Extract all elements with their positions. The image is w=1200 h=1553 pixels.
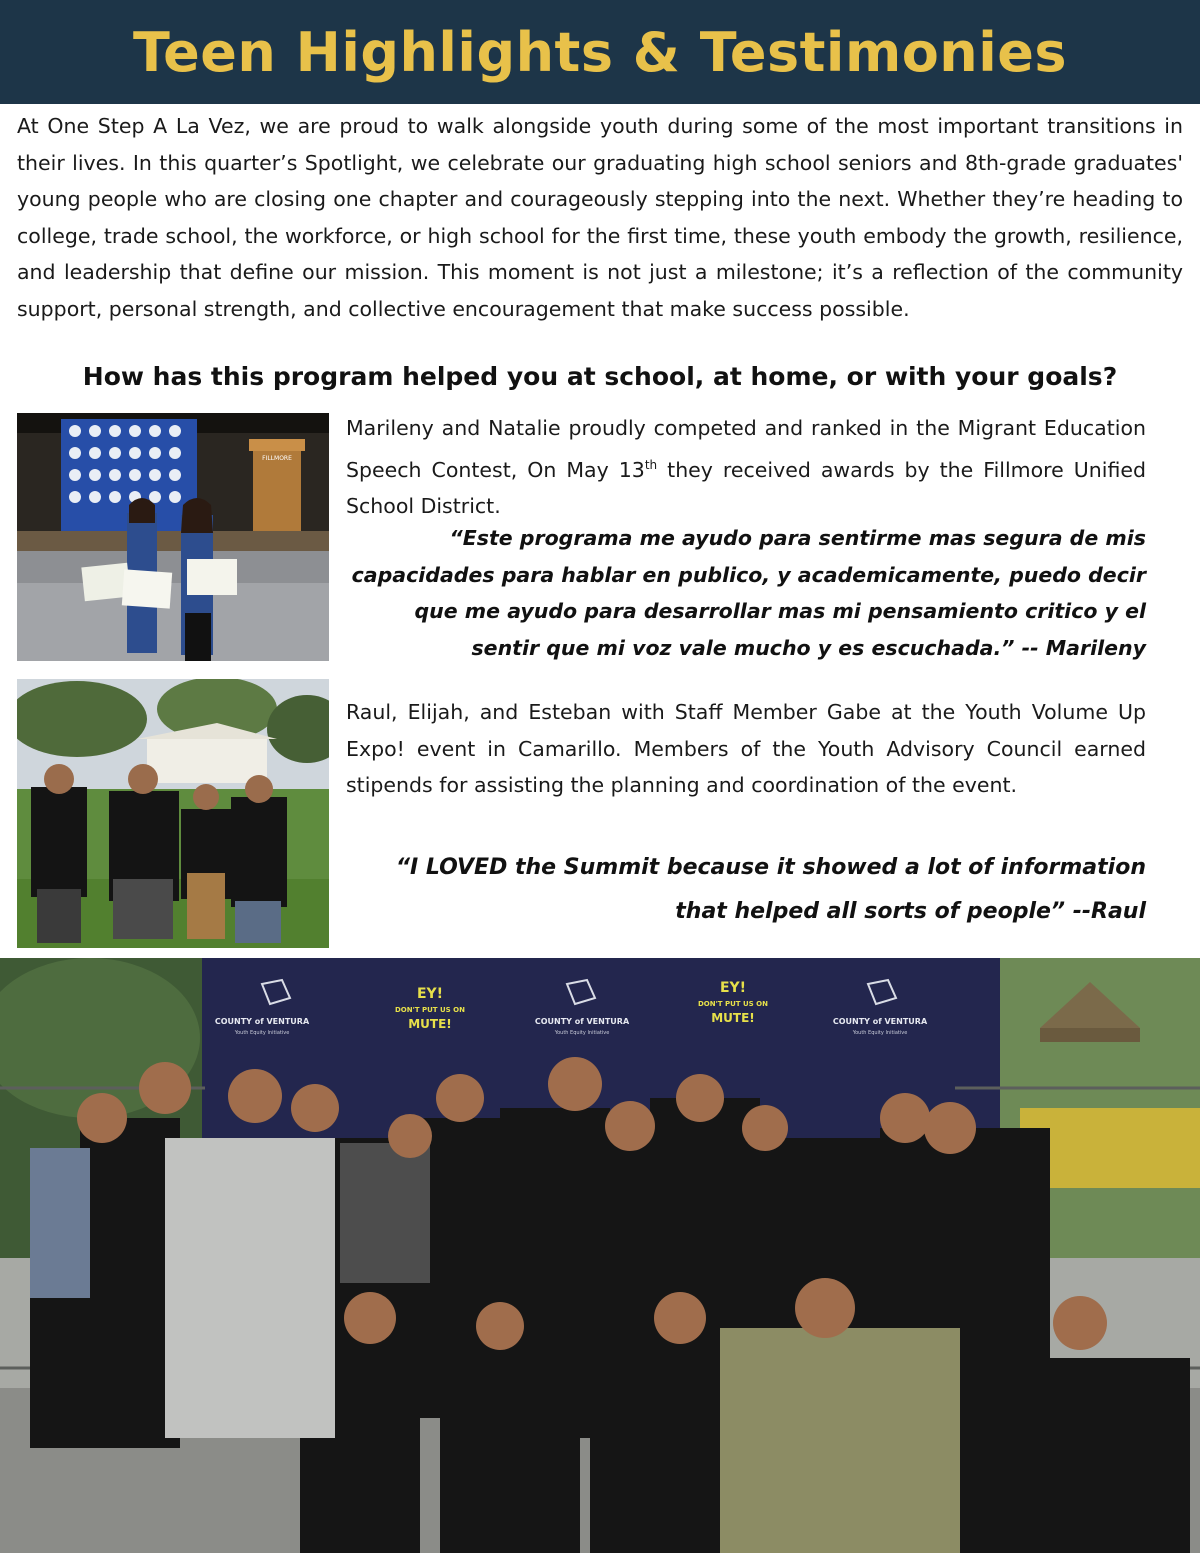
slogan-2-top: EY! bbox=[719, 980, 747, 996]
section-question: How has this program helped you at school, at home, or with your goals? bbox=[82, 362, 1118, 391]
slogan-1-mid: DON'T PUT US ON bbox=[395, 1006, 465, 1014]
group-logo-2-sub: Youth Equity Initiative bbox=[554, 1030, 610, 1036]
story-awards-sup: th bbox=[644, 457, 658, 472]
group-photo bbox=[0, 958, 1200, 1553]
story-awards-text-a: Marileny and Natalie proudly competed and ranked in the Migrant Education Speech Contest, On May 13 bbox=[346, 416, 1146, 482]
intro-paragraph: At One Step A La Vez, we are proud to walk alongside youth during some of the most important transitions in their lives. In this quarter’s Spotlight, we celebrate our graduating high school seniors and 8th-grade graduates' young people who are closing one chapter and courageously stepping into the next. Whether they’re heading to college, trade school, the workforce, or high school for the first time, these youth embody the growth, resilience, and leadership that define our mission. This moment is not just a milestone; it’s a reflection of the community support, personal strength, and collective encouragement that make success possible. bbox=[17, 114, 1183, 321]
story-awards-text-b: they received awards by the Fillmore Unified School District. bbox=[346, 457, 1146, 519]
slogan-2-mid: DON'T PUT US ON bbox=[698, 1000, 768, 1008]
group-logo-3-sub: Youth Equity Initiative bbox=[852, 1030, 908, 1036]
quote-raul: “I LOVED the Summit because it showed a lot of information that helped all sorts of people” --Raul bbox=[395, 855, 1146, 924]
slogan-1-top: EY! bbox=[416, 986, 444, 1002]
podium-sign: FILLMORE bbox=[262, 455, 292, 462]
slogan-2-bottom: MUTE! bbox=[711, 1011, 755, 1025]
quote-marileny: “Este programa me ayudo para sentirme mas segura de mis capacidades para hablar en publico, y academicamente, puedo decir que me ayudo para desarrollar mas mi pensamiento critico y el sentir que mi voz vale mucho y es escuchada.” -- Marileny bbox=[351, 526, 1146, 660]
page-title: Teen Highlights & Testimonies bbox=[132, 20, 1068, 84]
award-photo bbox=[17, 413, 329, 661]
expo-photo bbox=[17, 679, 329, 948]
group-logo-2: COUNTY of VENTURA bbox=[534, 1017, 630, 1026]
group-logo-1: COUNTY of VENTURA bbox=[214, 1017, 310, 1026]
slogan-1-bottom: MUTE! bbox=[408, 1017, 452, 1031]
story-expo-text: Raul, Elijah, and Esteban with Staff Member Gabe at the Youth Volume Up Expo! event in Camarillo. Members of the Youth Advisory Council earned stipends for assisting the planning and coordination of the event. bbox=[346, 700, 1146, 798]
page-header bbox=[0, 0, 1200, 104]
group-logo-3: COUNTY of VENTURA bbox=[832, 1017, 928, 1026]
group-logo-1-sub: Youth Equity Initiative bbox=[234, 1030, 290, 1036]
story-awards-text bbox=[346, 410, 1146, 525]
